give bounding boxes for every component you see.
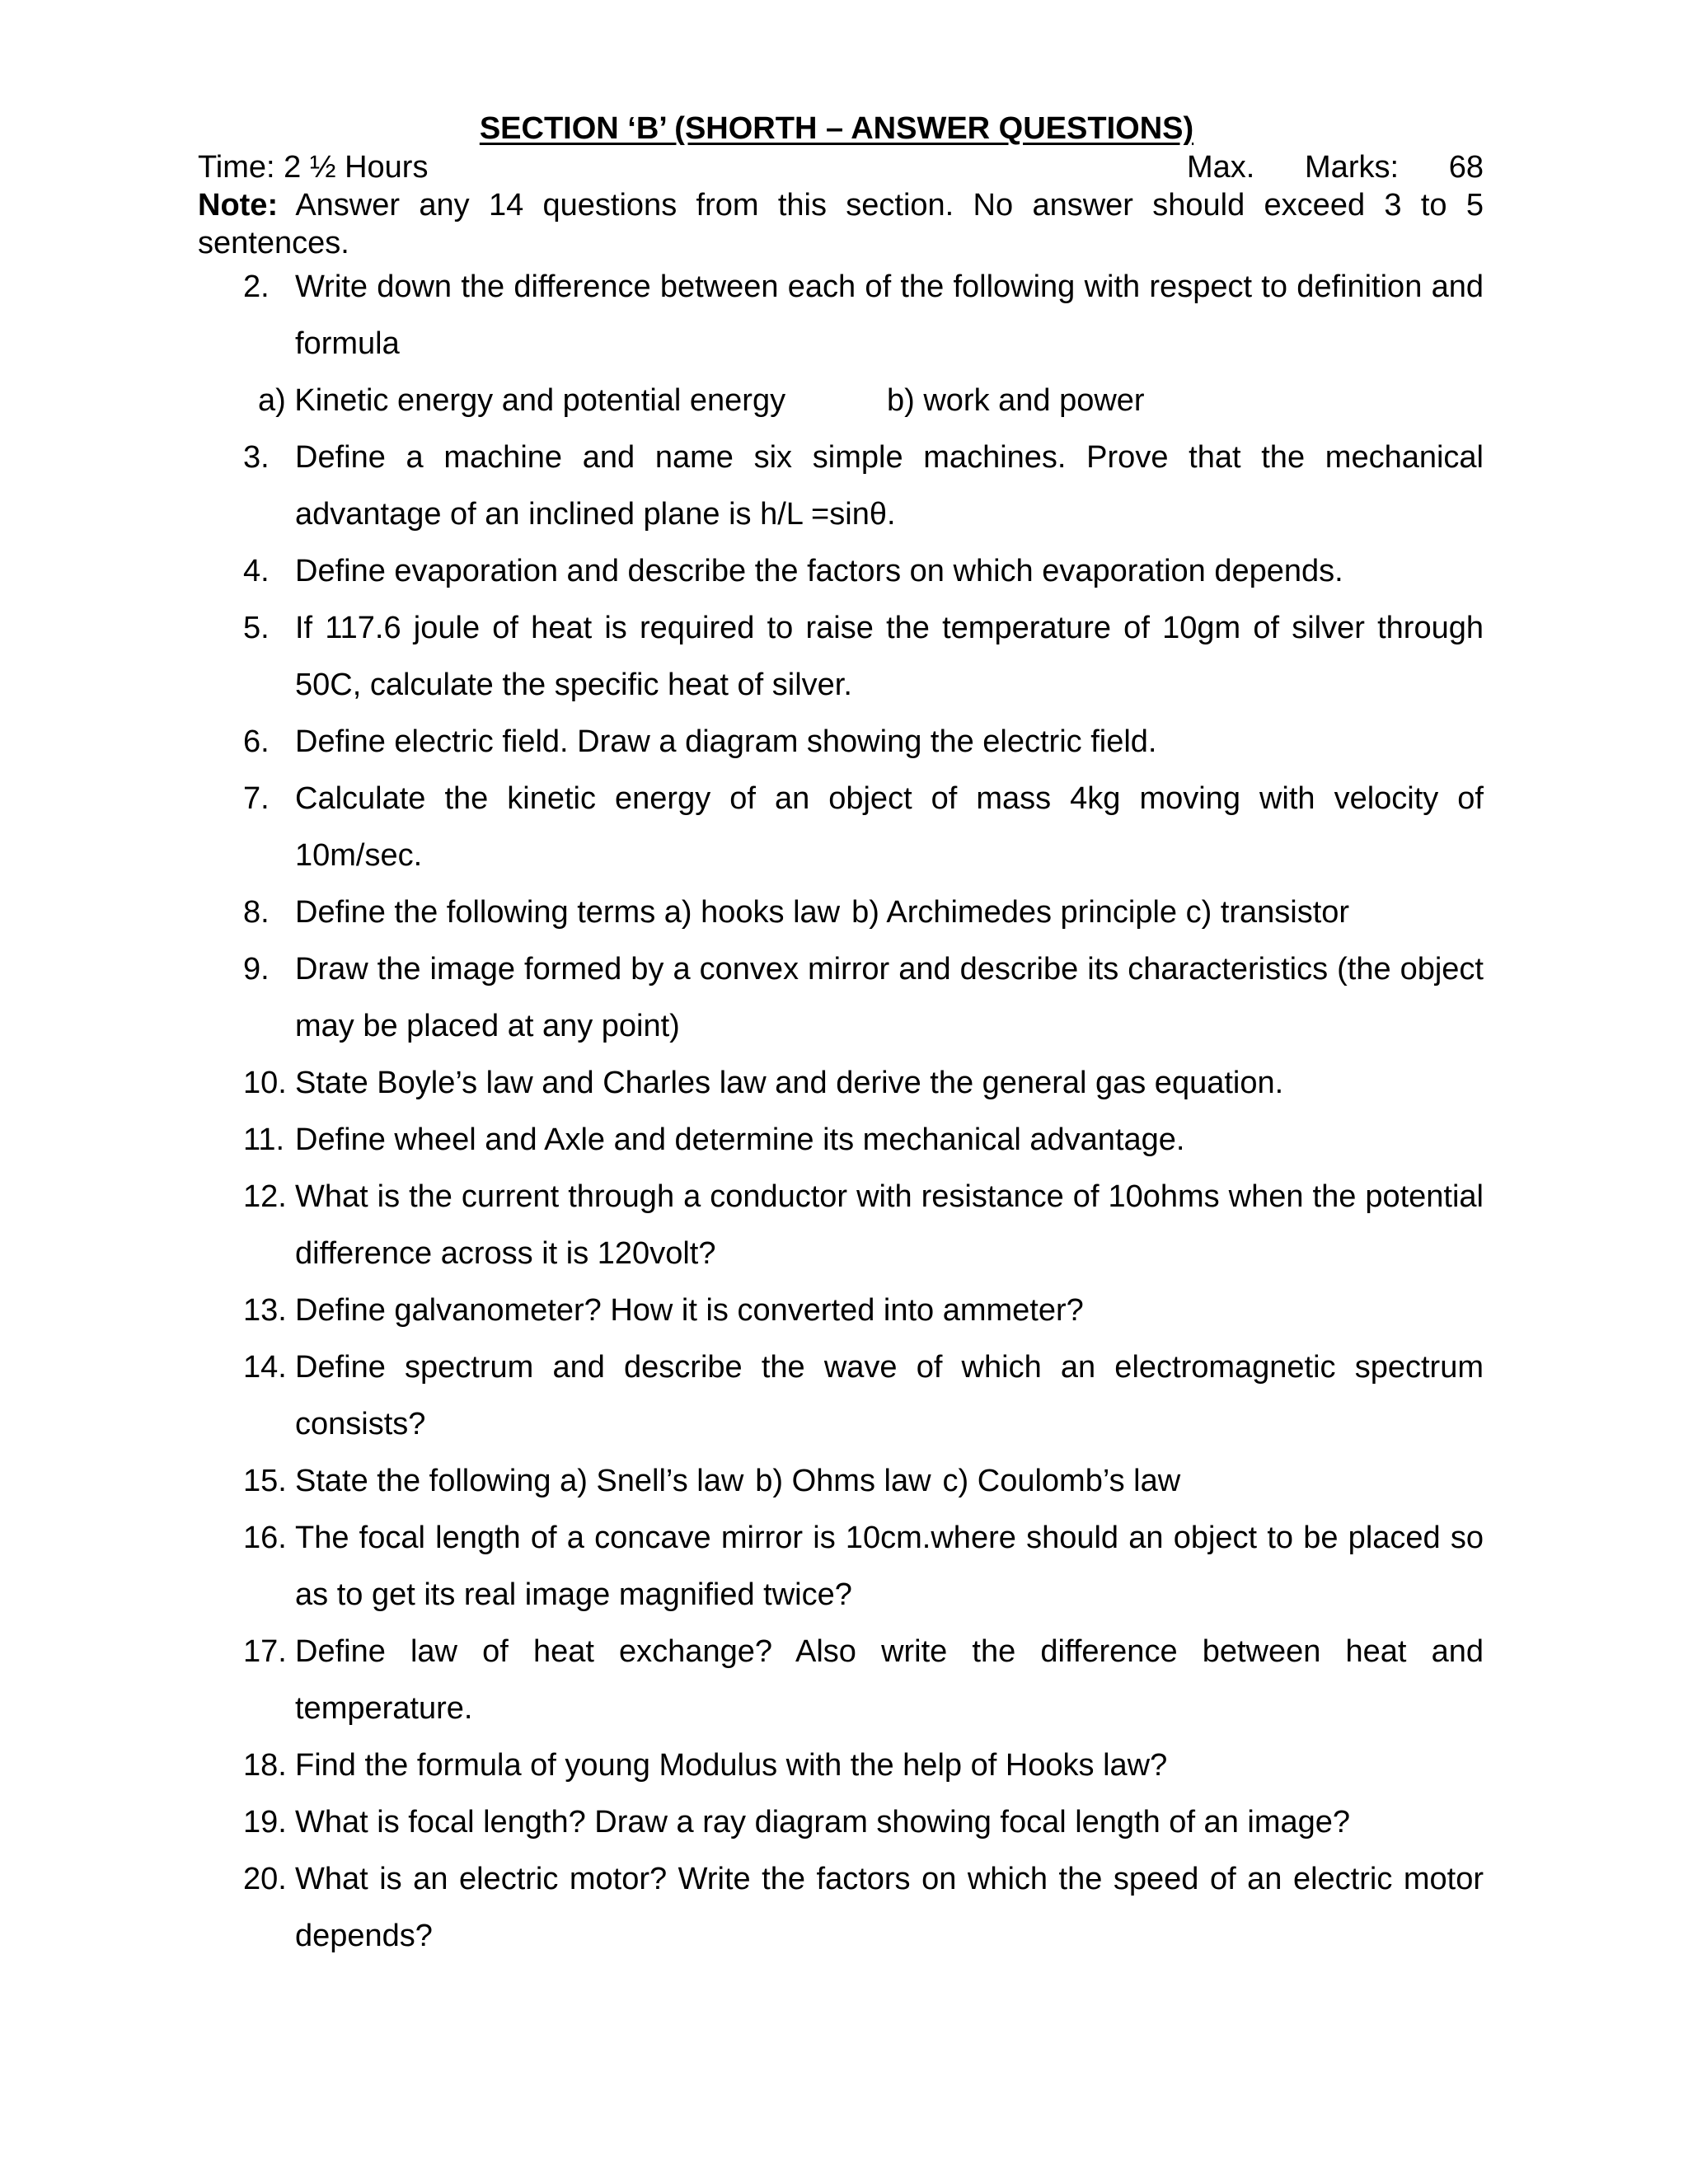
- question-number: 3.: [243, 440, 270, 475]
- question-number: 9.: [243, 952, 270, 987]
- note: [198, 186, 1484, 262]
- question-15-part-3: c) Coulomb’s law: [942, 1464, 1181, 1498]
- question-text: The focal length of a concave mirror is 10cm.where should an object to be placed so as to get its real image magnified twice?: [295, 1521, 1484, 1612]
- question-15-part-2: b) Ohms law: [755, 1464, 931, 1498]
- question-text: What is an electric motor? Write the factors on which the speed of an electric motor depends?: [295, 1862, 1484, 1953]
- question-15-part-1: State the following a) Snell’s law: [295, 1464, 744, 1498]
- question-text: Calculate the kinetic energy of an object of mass 4kg moving with velocity of 10m/sec.: [295, 781, 1484, 873]
- question-number: 4.: [243, 554, 270, 588]
- question-text: If 117.6 joule of heat is required to raise the temperature of 10gm of silver through 50C, calculate the specific heat of silver.: [295, 611, 1484, 702]
- question-number: 16.: [243, 1521, 287, 1555]
- marks-label: Marks:: [1305, 150, 1400, 185]
- question-number: 10.: [243, 1066, 287, 1100]
- question-text: Write down the difference between each of the following with respect to definition and formula: [295, 269, 1484, 361]
- question-text: What is the current through a conductor with resistance of 10ohms when the potential difference across it is 120volt?: [295, 1179, 1484, 1271]
- question-text: Define spectrum and describe the wave of which an electromagnetic spectrum consists?: [295, 1350, 1484, 1441]
- max-label: Max.: [1187, 150, 1255, 185]
- question-text: Draw the image formed by a convex mirror and describe its characteristics (the object may be placed at any point): [295, 952, 1484, 1043]
- section-title: SECTION ‘B’ (SHORTH – ANSWER QUESTIONS): [479, 111, 1194, 146]
- question-number: 19.: [243, 1805, 287, 1840]
- question-8-part-2: b) Archimedes principle c) transistor: [851, 895, 1350, 930]
- question-number: 13.: [243, 1293, 287, 1328]
- question-text: Define wheel and Axle and determine its mechanical advantage.: [295, 1122, 1185, 1157]
- question-text: Define evaporation and describe the factors on which evaporation depends.: [295, 554, 1343, 588]
- question-2-sub-a: a) Kinetic energy and potential energy: [258, 383, 786, 418]
- question-2-sub-b: b) work and power: [887, 383, 1145, 418]
- max-marks: [1187, 148, 1484, 186]
- time-label: Time: 2 ½ Hours: [198, 150, 429, 185]
- question-text: Define electric field. Draw a diagram showing the electric field.: [295, 724, 1157, 759]
- marks-value: 68: [1448, 150, 1484, 185]
- question-number: 2.: [243, 269, 270, 304]
- question-number: 17.: [243, 1634, 287, 1669]
- note-label: Note:: [198, 188, 279, 223]
- question-number: 6.: [243, 724, 270, 759]
- question-text: Find the formula of young Modulus with the help of Hooks law?: [295, 1748, 1168, 1783]
- question-15-text: [295, 1453, 1192, 1510]
- question-number: 7.: [243, 781, 270, 816]
- question-text: Define a machine and name six simple machines. Prove that the mechanical advantage of an inclined plane is h/L =sinθ.: [295, 440, 1484, 532]
- question-number: 12.: [243, 1179, 287, 1214]
- question-text: State Boyle’s law and Charles law and derive the general gas equation.: [295, 1066, 1284, 1100]
- question-number: 5.: [243, 611, 270, 645]
- question-number: 15.: [243, 1464, 287, 1498]
- question-8-part-1: Define the following terms a) hooks law: [295, 895, 841, 930]
- note-text: Answer any 14 questions from this section. No answer should exceed 3 to 5 sentences.: [198, 188, 1484, 260]
- question-number: 11.: [243, 1122, 285, 1157]
- question-8-text: [295, 884, 1361, 941]
- question-text: Define galvanometer? How it is converted into ammeter?: [295, 1293, 1084, 1328]
- question-text: What is focal length? Draw a ray diagram showing focal length of an image?: [295, 1805, 1351, 1840]
- question-text: Define law of heat exchange? Also write the difference between heat and temperature.: [295, 1634, 1484, 1726]
- question-number: 18.: [243, 1748, 287, 1783]
- question-number: 14.: [243, 1350, 287, 1385]
- question-number: 20.: [243, 1862, 287, 1896]
- question-number: 8.: [243, 895, 270, 930]
